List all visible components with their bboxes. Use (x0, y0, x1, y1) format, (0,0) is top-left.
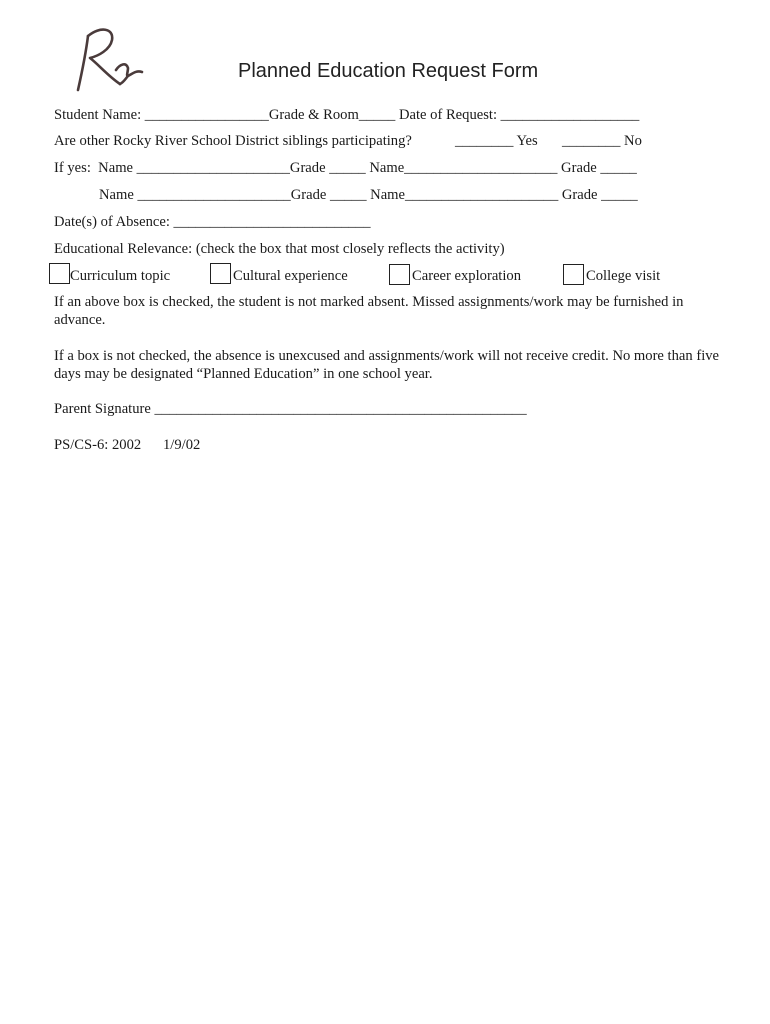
form-revision-date: 1/9/02 (163, 437, 201, 453)
parent-signature-line[interactable]: Parent Signature ___________________________________________________ (54, 401, 527, 417)
college-visit-label: College visit (586, 268, 661, 284)
student-name-line[interactable]: Student Name: _________________Grade & Room_____ Date of Request: ___________________ (54, 107, 640, 123)
absence-dates-line[interactable]: Date(s) of Absence: ___________________________ (54, 214, 371, 230)
unchecked-note: If a box is not checked, the absence is unexcused and assignments/work will not receive credit. No more than five days may be designated “Planned Education” in one school year. (54, 348, 720, 382)
sibling-row-1[interactable]: If yes: Name _____________________Grade _____ Name_____________________ Grade _____ (54, 160, 637, 176)
curriculum-topic-checkbox[interactable] (49, 263, 70, 284)
career-exploration-label: Career exploration (412, 268, 521, 284)
college-visit-checkbox[interactable] (563, 264, 584, 285)
career-exploration-checkbox[interactable] (389, 264, 410, 285)
relevance-instructions: Educational Relevance: (check the box that most closely reflects the activity) (54, 241, 505, 257)
sibling-row-2[interactable]: Name _____________________Grade _____ Name_____________________ Grade _____ (99, 187, 638, 203)
cultural-experience-checkbox[interactable] (210, 263, 231, 284)
siblings-no-field[interactable]: ________ No (562, 133, 642, 149)
checked-note: If an above box is checked, the student is not marked absent. Missed assignments/work may be furnished in advance. (54, 294, 684, 328)
rr-script-logo-icon (68, 22, 150, 100)
cultural-experience-label: Cultural experience (233, 268, 348, 284)
siblings-question: Are other Rocky River School District siblings participating? (54, 133, 412, 149)
siblings-yes-field[interactable]: ________ Yes (455, 133, 538, 149)
curriculum-topic-label: Curriculum topic (70, 268, 171, 284)
form-title: Planned Education Request Form (238, 60, 539, 82)
form-code: PS/CS-6: 2002 (54, 437, 142, 453)
